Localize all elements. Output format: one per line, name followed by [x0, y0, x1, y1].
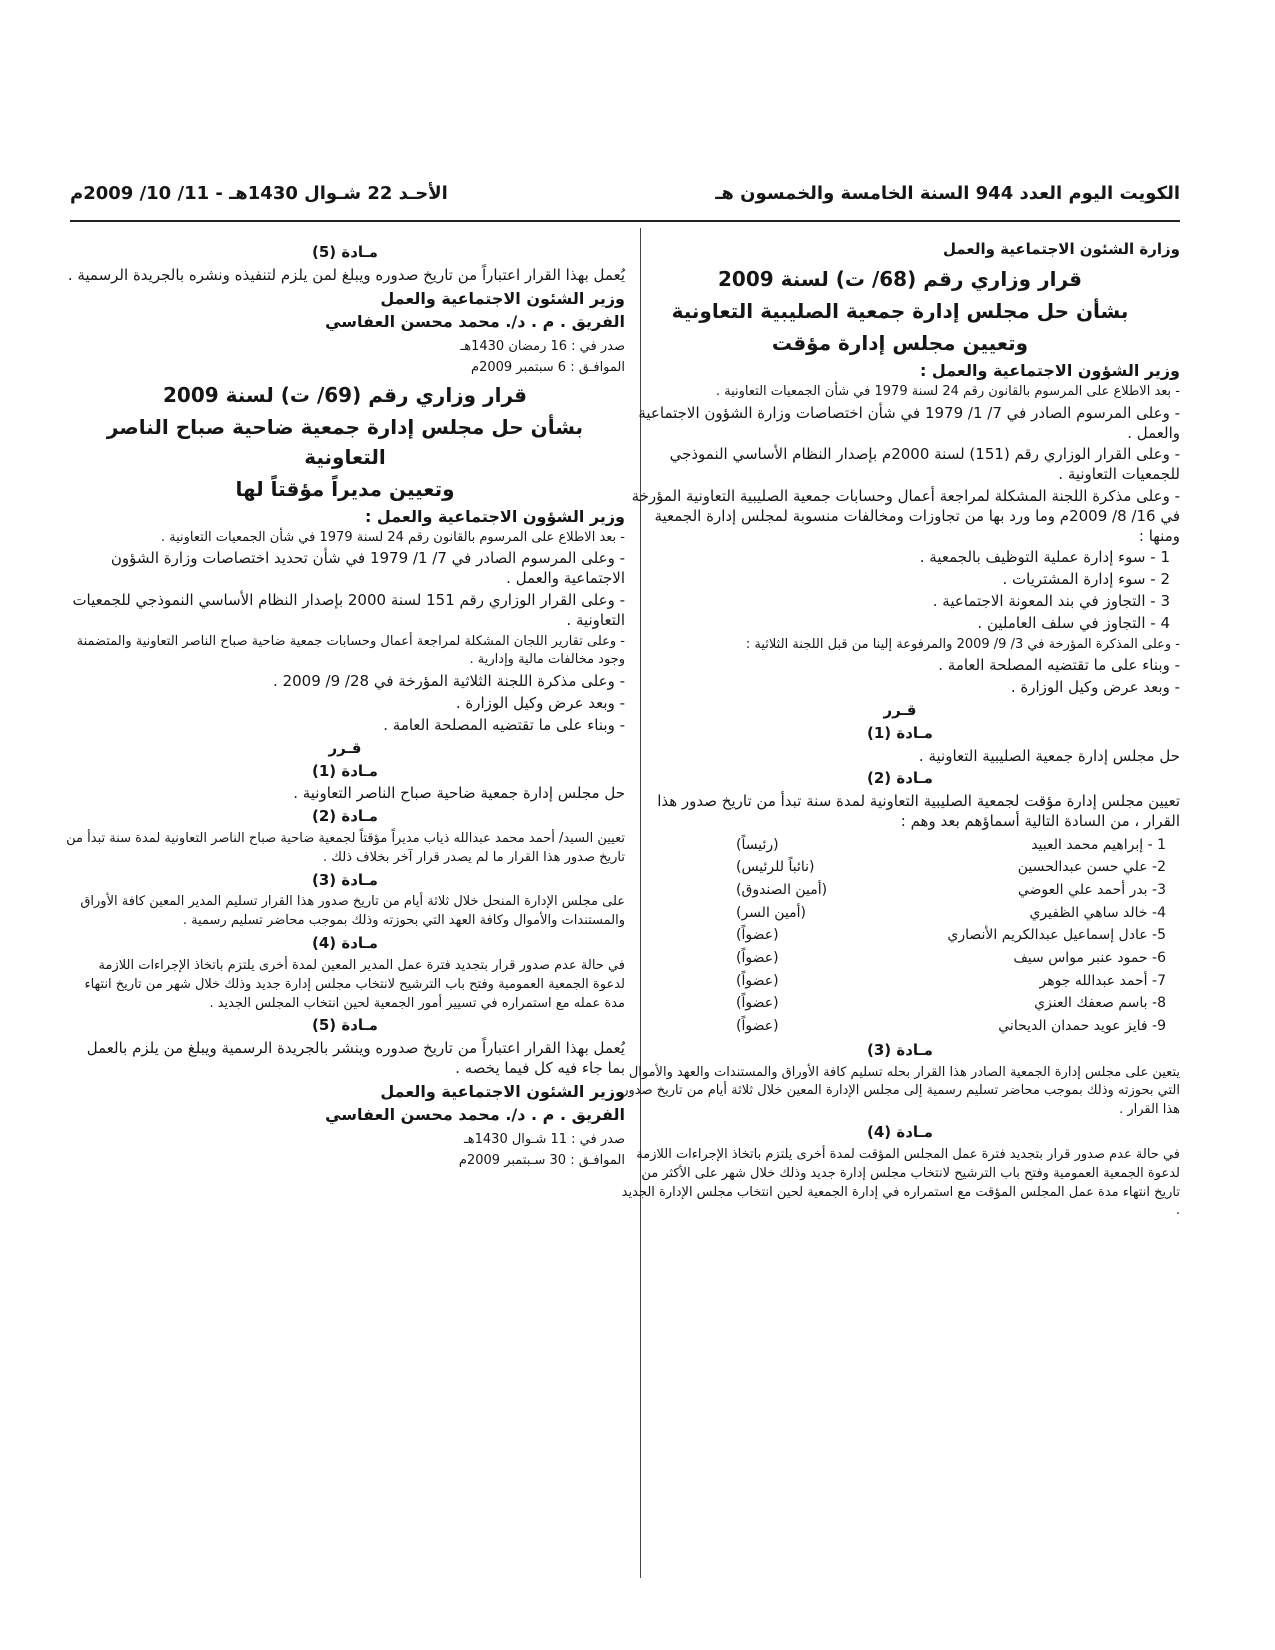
decision-69-title: قرار وزاري رقم (69/ ت) لسنة 2009 [163, 382, 527, 407]
member-name: 4- خالد ساهي الظفيري [1029, 904, 1166, 921]
decided-heading: قـرر [883, 700, 917, 719]
article-1-heading: مـادة (1) [312, 761, 378, 780]
violation-2: 2 - سوء إدارة المشتريات . [1002, 570, 1170, 589]
article-2-text: تعيين السيد/ أحمد محمد عبدالله ذياب مديراً مؤقتاً لجمعية ضاحية صباح الناصر التعاونية لمدة سنة تبدأ من تاريخ صدور هذا القرار ما لم يصدر قرار آخر بخلاف ذلك . [66, 830, 625, 865]
article-5-text: يُعمل بهذا القرار اعتباراً من تاريخ صدوره ويبلغ لمن يلزم لتنفيذه ونشره بالجريدة الرسمية . [67, 265, 625, 284]
article-1-heading: مـادة (1) [867, 723, 933, 742]
signature-name: الفريق . م . د/. محمد محسن العفاسي [325, 1104, 625, 1124]
violation-1: 1 - سوء إدارة عملية التوظيف بالجمعية . [919, 548, 1170, 567]
article-5-text: يُعمل بهذا القرار اعتباراً من تاريخ صدوره وينشر بالجريدة الرسمية ويبلغ من يلزم بالعمل بما جاء فيه كل فيما يخصه . [86, 1039, 625, 1077]
column-right [620, 240, 1180, 1223]
member-name: 8- باسم صعفك العنزي [1034, 995, 1166, 1012]
preamble-1: - بعد الاطلاع على المرسوم بالقانون رقم 24 لسنة 1979 في شأن الجمعيات التعاونية . [715, 383, 1180, 399]
violation-3: 3 - التجاوز في بند المعونة الاجتماعية . [932, 591, 1170, 610]
article-2-heading: مـادة (2) [312, 807, 378, 826]
article-4-text: في حالة عدم صدور قرار بتجديد فترة عمل المجلس المؤقت لمدة أخرى يلتزم باتخاذ الإجراءات اللازمة لدعوة الجمعية العمومية وفتح باب الترشيح لانتخاب مجلس إدارة جديد وذلك خلال شهر على الأكثر من تاريخ انتهاء مدة عمل المجلس المؤقت مع استمراره في إدارة الجمعية لحين انتخاب مجلس الإدارة الجديد . [621, 1146, 1180, 1219]
member-role: (عضواً) [736, 972, 779, 989]
preamble-2: - وعلى المرسوم الصادر في 7/ 1/ 1979 في شأن تحديد اختصاصات وزارة الشؤون الاجتماعية والعمل . [110, 549, 625, 588]
preamble-4: - وعلى مذكرة اللجنة المشكلة لمراجعة أعمال وحسابات جمعية الصليبية التعاونية المؤرخة في 16/ 8/ 2009م وما ورد بها من تجاوزات ومخالفات منسوبة لمجلس إدارة الجمعية ومنها : [631, 486, 1180, 545]
preamble-3: - وعلى القرار الوزاري رقم (151) لسنة 2000م بإصدار النظام الأساسي النموذجي للجمعيات التعاونية . [669, 445, 1180, 484]
article-4-text: في حالة عدم صدور قرار بتجديد فترة عمل المدير المعين لمدة أخرى يلتزم باتخاذ الإجراءات اللازمة لدعوة الجمعية العمومية وفتح باب الترشيح لانتخاب مجلس إدارة جديد وذلك خلال شهر من تاريخ انتهاء مدة عمله مع استمراره في تسيير أمور الجمعية لحين انتخاب المجلس الجديد . [84, 957, 625, 1011]
ministry-name: وزارة الشئون الاجتماعية والعمل [942, 240, 1180, 258]
preamble-6: - وبعد عرض وكيل الوزارة . [455, 694, 625, 713]
board-member [736, 902, 1180, 925]
preamble-4: - وعلى تقارير اللجان المشكلة لمراجعة أعمال وحسابات جمعية ضاحية صباح الناصر التعاونية والمتضمنة وجود مخالفات مالية وإدارية . [76, 633, 625, 668]
member-role: (أمين الصندوق) [736, 882, 828, 899]
decided-heading: قـرر [328, 738, 362, 757]
member-name: 2- علي حسن عبدالحسين [1017, 859, 1166, 876]
signature-title: وزير الشئون الاجتماعية والعمل [380, 1081, 625, 1101]
decision-68-title: قرار وزاري رقم (68/ ت) لسنة 2009 [718, 266, 1082, 291]
preamble-2: - وعلى المرسوم الصادر في 7/ 1/ 1979 في شأن اختصاصات وزارة الشؤون الاجتماعية والعمل . [638, 403, 1180, 442]
page-header [70, 183, 1180, 213]
header-issue: الكويت اليوم العدد 944 السنة الخامسة والخمسون هـ [715, 183, 1180, 204]
article-3-text: على مجلس الإدارة المنحل خلال ثلاثة أيام من تاريخ صدور هذا القرار تسليم المدير المعين كافة الأوراق والمستندات والأموال وكافة العهد التي بحوزته وذلك بموجب محاضر تسليم رسمية . [80, 894, 625, 929]
minister-line: وزير الشؤون الاجتماعية والعمل : [364, 506, 625, 526]
preamble-1: - بعد الاطلاع على المرسوم بالقانون رقم 24 لسنة 1979 في شأن الجمعيات التعاونية . [160, 529, 625, 545]
member-role: (نائباً للرئيس) [736, 859, 815, 876]
board-member [736, 856, 1180, 879]
minister-line: وزير الشؤون الاجتماعية والعمل : [919, 360, 1180, 380]
board-members-list [620, 834, 1180, 1038]
article-2-text: تعيين مجلس إدارة مؤقت لجمعية الصليبية التعاونية لمدة سنة تبدأ من تاريخ صدور هذا القرار ، من السادة التالية أسماؤهم بعد وهم : [657, 792, 1180, 830]
signature-name: الفريق . م . د/. محمد محسن العفاسي [325, 311, 625, 331]
board-member [736, 970, 1180, 993]
signature-title: وزير الشئون الاجتماعية والعمل [380, 288, 625, 308]
article-5-heading: مـادة (5) [312, 1016, 378, 1035]
board-member [736, 1015, 1180, 1038]
preamble-3: - وعلى القرار الوزاري رقم 151 لسنة 2000 بإصدار النظام الأساسي النموذجي للجمعيات التعاونية . [72, 591, 625, 629]
preamble-6: - وبناء على ما تقتضيه المصلحة العامة . [938, 656, 1180, 675]
decision-69-subject: بشأن حل مجلس إدارة جمعية ضاحية صباح الناصر التعاونية [106, 414, 584, 469]
header-date: الأحـد 22 شـوال 1430هـ - 11/ 10/ 2009م [70, 183, 448, 204]
member-name: 6- حمود عنبر مواس سيف [1013, 950, 1166, 967]
article-5-heading: مـادة (5) [312, 243, 378, 261]
preamble-5: - وعلى مذكرة اللجنة الثلاثية المؤرخة في 28/ 9/ 2009 . [273, 672, 625, 691]
preamble-5: - وعلى المذكرة المؤرخة في 3/ 9/ 2009 والمرفوعة إلينا من قبل اللجنة الثلاثية : [745, 636, 1180, 652]
board-member [736, 947, 1180, 970]
column-left [65, 240, 625, 1173]
board-member [736, 992, 1180, 1015]
corresponding-date: الموافـق : 6 سبتمبر 2009م [471, 359, 625, 375]
member-role: (رئيساً) [736, 836, 779, 853]
member-name: 1 - إبراهيم محمد العبيد [1031, 836, 1166, 853]
member-role: (عضواً) [736, 927, 779, 944]
preamble-7: - وبناء على ما تقتضيه المصلحة العامة . [383, 715, 625, 734]
header-rule [70, 220, 1180, 222]
member-name: 3- بدر أحمد علي العوضي [1017, 882, 1166, 899]
member-role: (عضواً) [736, 1018, 779, 1035]
member-name: 7- أحمد عبدالله جوهر [1039, 972, 1166, 989]
member-role: (عضواً) [736, 950, 779, 967]
member-name: 9- فايز عويد حمدان الديحاني [998, 1018, 1166, 1035]
board-member [736, 834, 1180, 857]
member-role: (أمين السر) [736, 904, 807, 921]
decision-68-subject: بشأن حل مجلس إدارة جمعية الصليبية التعاونية [671, 298, 1129, 323]
board-member [736, 879, 1180, 902]
article-1-text: حل مجلس إدارة جمعية ضاحية صباح الناصر التعاونية . [293, 784, 625, 803]
article-4-heading: مـادة (4) [312, 934, 378, 953]
article-3-text: يتعين على مجلس إدارة الجمعية الصادر هذا القرار بحله تسليم كافة الأوراق والمستندات والعهد والأموال التي بحوزته وذلك بموجب محاضر تسليم رسمية إلى مجلس الإدارة المعين خلال ثلاثة أيام من تاريخ صدور هذا القرار . [622, 1064, 1180, 1118]
issued-date: صدر في : 16 رمضان 1430هـ [460, 338, 625, 354]
article-3-heading: مـادة (3) [867, 1040, 933, 1059]
preamble-7: - وبعد عرض وكيل الوزارة . [1010, 678, 1180, 697]
violation-4: 4 - التجاوز في سلف العاملين . [977, 613, 1170, 632]
article-2-heading: مـادة (2) [867, 769, 933, 788]
article-4-heading: مـادة (4) [867, 1123, 933, 1142]
decision-69-subject-2: وتعيين مديراً مؤقتاً لها [235, 476, 455, 501]
article-3-heading: مـادة (3) [312, 870, 378, 889]
article-1-text: حل مجلس إدارة جمعية الصليبية التعاونية . [918, 746, 1180, 765]
issued-date: صدر في : 11 شـوال 1430هـ [463, 1132, 625, 1148]
member-role: (عضواً) [736, 995, 779, 1012]
corresponding-date: الموافـق : 30 سـبتمبر 2009م [458, 1152, 625, 1168]
decision-68-subject-2: وتعيين مجلس إدارة مؤقت [771, 330, 1029, 355]
board-member [736, 924, 1180, 947]
member-name: 5- عادل إسماعيل عبدالكريم الأنصاري [947, 927, 1166, 944]
